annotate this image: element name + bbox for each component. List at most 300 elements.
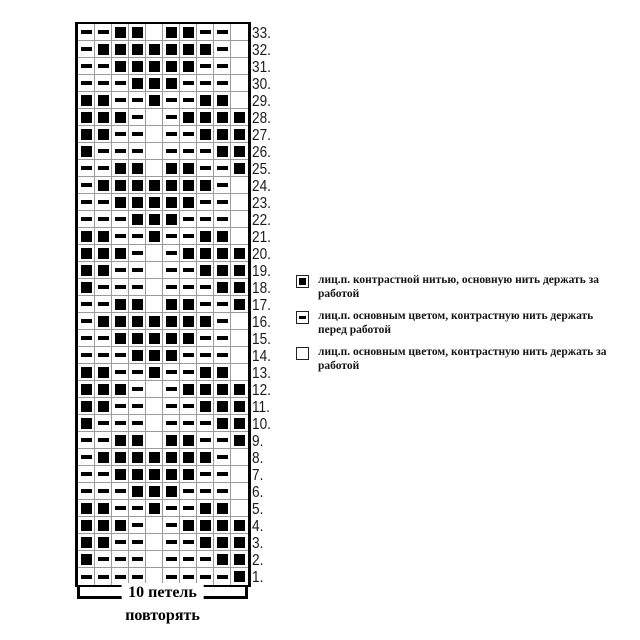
pattern-cell — [214, 262, 231, 279]
pattern-cell — [163, 75, 180, 92]
filled-square-symbol — [200, 401, 211, 412]
pattern-cell — [163, 381, 180, 398]
filled-square-symbol — [149, 231, 160, 242]
dash-symbol — [166, 98, 177, 102]
pattern-cell — [129, 466, 146, 483]
filled-square-symbol — [234, 248, 245, 259]
pattern-cell — [180, 483, 197, 500]
filled-square-symbol — [183, 452, 194, 463]
filled-square-symbol — [217, 401, 228, 412]
pattern-cell — [95, 381, 112, 398]
filled-square-symbol — [98, 316, 109, 327]
filled-square-symbol — [234, 537, 245, 548]
pattern-cell — [214, 143, 231, 160]
dash-symbol — [166, 557, 177, 561]
filled-square-symbol — [234, 401, 245, 412]
filled-square-symbol — [166, 486, 177, 497]
filled-square-symbol — [115, 61, 126, 72]
dash-symbol — [183, 234, 194, 238]
dash-symbol — [115, 149, 126, 153]
filled-square-symbol — [183, 197, 194, 208]
dash-symbol — [183, 149, 194, 153]
dash-symbol — [200, 64, 211, 68]
pattern-cell — [197, 500, 214, 517]
pattern-cell — [95, 364, 112, 381]
filled-square-symbol — [166, 469, 177, 480]
filled-square-symbol — [200, 367, 211, 378]
filled-square-symbol — [132, 214, 143, 225]
pattern-cell — [214, 432, 231, 449]
pattern-cell — [197, 381, 214, 398]
pattern-cell — [112, 347, 129, 364]
pattern-cell — [214, 517, 231, 534]
pattern-cell — [95, 262, 112, 279]
pattern-cell — [197, 126, 214, 143]
dash-symbol — [217, 183, 228, 187]
pattern-cell — [180, 126, 197, 143]
pattern-cell — [146, 228, 163, 245]
pattern-cell — [95, 24, 112, 41]
dash-symbol — [98, 575, 109, 579]
pattern-cell — [197, 347, 214, 364]
pattern-cell — [129, 347, 146, 364]
filled-square-symbol — [149, 95, 160, 106]
dash-symbol — [81, 200, 92, 204]
pattern-cell — [231, 262, 248, 279]
pattern-cell — [95, 126, 112, 143]
pattern-cell — [231, 92, 248, 109]
pattern-cell — [95, 398, 112, 415]
dash-symbol — [132, 540, 143, 544]
pattern-cell — [214, 483, 231, 500]
dash-symbol — [166, 523, 177, 527]
pattern-cell — [180, 245, 197, 262]
filled-square-symbol — [183, 333, 194, 344]
pattern-cell — [180, 313, 197, 330]
filled-square-symbol — [166, 61, 177, 72]
pattern-cell — [197, 534, 214, 551]
dash-symbol — [81, 217, 92, 221]
pattern-cell — [163, 143, 180, 160]
dash-icon — [296, 311, 309, 324]
pattern-cell — [112, 92, 129, 109]
pattern-cell — [112, 41, 129, 58]
pattern-cell — [112, 364, 129, 381]
pattern-cell — [95, 568, 112, 585]
pattern-cell — [163, 41, 180, 58]
pattern-cell — [180, 75, 197, 92]
pattern-cell — [180, 92, 197, 109]
pattern-cell — [78, 466, 95, 483]
filled-square-symbol — [98, 520, 109, 531]
pattern-cell — [95, 92, 112, 109]
pattern-cell — [112, 466, 129, 483]
pattern-cell — [231, 483, 248, 500]
pattern-cell — [163, 160, 180, 177]
pattern-cell — [112, 245, 129, 262]
dash-symbol — [217, 217, 228, 221]
filled-square-symbol — [132, 452, 143, 463]
pattern-cell — [95, 500, 112, 517]
pattern-cell — [146, 313, 163, 330]
filled-square-symbol — [166, 435, 177, 446]
filled-square-symbol — [115, 299, 126, 310]
filled-square-symbol — [81, 231, 92, 242]
filled-square-symbol — [234, 435, 245, 446]
pattern-cell — [197, 398, 214, 415]
dash-symbol — [200, 472, 211, 476]
filled-square-symbol — [81, 129, 92, 140]
dash-symbol — [98, 489, 109, 493]
dash-symbol — [200, 353, 211, 357]
pattern-cell — [180, 466, 197, 483]
row-number: 24. — [252, 178, 271, 195]
row-number: 9. — [252, 433, 264, 450]
dash-symbol — [115, 353, 126, 357]
pattern-cell — [231, 568, 248, 585]
filled-square-symbol — [217, 265, 228, 276]
pattern-cell — [146, 381, 163, 398]
dash-symbol — [98, 336, 109, 340]
dash-symbol — [115, 489, 126, 493]
dash-symbol — [81, 64, 92, 68]
pattern-cell — [214, 466, 231, 483]
dash-symbol — [200, 421, 211, 425]
filled-square-symbol — [166, 333, 177, 344]
filled-square-symbol — [183, 316, 194, 327]
dash-symbol — [183, 217, 194, 221]
pattern-cell — [180, 160, 197, 177]
dash-symbol — [98, 200, 109, 204]
filled-square-symbol — [115, 112, 126, 123]
filled-square-symbol — [149, 197, 160, 208]
filled-square-symbol — [149, 180, 160, 191]
pattern-cell — [129, 92, 146, 109]
dash-symbol — [115, 575, 126, 579]
pattern-cell — [214, 279, 231, 296]
filled-square-symbol — [183, 61, 194, 72]
row-number: 7. — [252, 467, 264, 484]
dash-symbol — [132, 387, 143, 391]
pattern-cell — [214, 75, 231, 92]
filled-square-symbol — [115, 163, 126, 174]
pattern-cell — [78, 483, 95, 500]
filled-square-symbol — [183, 520, 194, 531]
filled-square-symbol — [234, 418, 245, 429]
pattern-cell — [146, 24, 163, 41]
pattern-cell — [78, 500, 95, 517]
pattern-cell — [129, 313, 146, 330]
pattern-cell — [78, 177, 95, 194]
pattern-cell — [163, 92, 180, 109]
filled-square-symbol — [98, 231, 109, 242]
pattern-cell — [231, 449, 248, 466]
pattern-cell — [146, 245, 163, 262]
pattern-cell — [95, 551, 112, 568]
legend-item-text — [318, 346, 607, 373]
pattern-cell — [214, 415, 231, 432]
pattern-cell — [197, 211, 214, 228]
filled-square-symbol — [81, 146, 92, 157]
filled-square-symbol — [132, 180, 143, 191]
row-number: 11. — [252, 399, 270, 416]
row-number: 6. — [252, 484, 264, 501]
filled-square-symbol — [200, 95, 211, 106]
pattern-cell — [163, 347, 180, 364]
row-number: 13. — [252, 365, 271, 382]
pattern-cell — [214, 245, 231, 262]
pattern-cell — [146, 58, 163, 75]
filled-square-symbol — [166, 350, 177, 361]
pattern-cell — [214, 500, 231, 517]
dash-symbol — [132, 115, 143, 119]
pattern-cell — [180, 279, 197, 296]
filled-square-symbol — [132, 350, 143, 361]
pattern-cell — [197, 177, 214, 194]
pattern-cell — [146, 517, 163, 534]
filled-square-symbol — [132, 333, 143, 344]
row-number: 8. — [252, 450, 264, 467]
row-number: 28. — [252, 110, 271, 127]
pattern-cell — [112, 432, 129, 449]
dash-symbol — [81, 302, 92, 306]
pattern-cell — [180, 534, 197, 551]
row-number: 21. — [252, 229, 271, 246]
pattern-cell — [95, 160, 112, 177]
dash-symbol — [217, 47, 228, 51]
filled-square-symbol — [183, 112, 194, 123]
filled-square-symbol — [166, 299, 177, 310]
pattern-cell — [180, 381, 197, 398]
pattern-cell — [78, 296, 95, 313]
row-number: 25. — [252, 161, 271, 178]
pattern-cell — [214, 398, 231, 415]
filled-square-symbol — [166, 214, 177, 225]
filled-square-symbol — [81, 554, 92, 565]
filled-square-symbol — [149, 61, 160, 72]
filled-square-symbol — [115, 435, 126, 446]
dash-symbol — [217, 319, 228, 323]
filled-square-symbol — [115, 44, 126, 55]
pattern-cell — [78, 126, 95, 143]
legend-item-text — [318, 310, 593, 337]
dash-symbol — [166, 404, 177, 408]
filled-square-symbol — [149, 333, 160, 344]
filled-square-symbol — [166, 78, 177, 89]
legend-text-line: лиц.п. основным цветом, контрастную нить держать за — [318, 346, 607, 358]
filled-square-symbol — [183, 180, 194, 191]
pattern-cell — [231, 313, 248, 330]
dash-symbol — [217, 472, 228, 476]
filled-square-symbol — [81, 401, 92, 412]
filled-square-symbol — [200, 384, 211, 395]
pattern-cell — [129, 262, 146, 279]
dash-symbol — [200, 489, 211, 493]
pattern-cell — [78, 109, 95, 126]
pattern-cell — [146, 126, 163, 143]
filled-square-symbol — [234, 112, 245, 123]
pattern-cell — [112, 126, 129, 143]
pattern-cell — [146, 279, 163, 296]
dash-symbol — [166, 268, 177, 272]
dash-symbol — [81, 319, 92, 323]
filled-square-symbol — [98, 384, 109, 395]
dash-symbol — [98, 285, 109, 289]
pattern-cell — [163, 296, 180, 313]
pattern-cell — [197, 296, 214, 313]
dash-symbol — [132, 98, 143, 102]
filled-square-symbol — [166, 27, 177, 38]
pattern-cell — [78, 449, 95, 466]
pattern-cell — [78, 279, 95, 296]
pattern-cell — [146, 160, 163, 177]
row-number: 19. — [252, 263, 271, 280]
filled-square-symbol — [183, 27, 194, 38]
pattern-cell — [129, 126, 146, 143]
dash-symbol — [183, 489, 194, 493]
legend-text-line: работой — [318, 359, 360, 372]
filled-square-symbol — [200, 231, 211, 242]
dash-symbol — [166, 234, 177, 238]
filled-square-symbol — [217, 384, 228, 395]
pattern-cell — [146, 347, 163, 364]
pattern-cell — [231, 517, 248, 534]
dash-symbol — [98, 438, 109, 442]
repeat-bracket — [77, 585, 248, 599]
filled-square-symbol — [234, 146, 245, 157]
dash-symbol — [217, 353, 228, 357]
filled-square-symbol — [81, 537, 92, 548]
pattern-cell — [78, 211, 95, 228]
pattern-cell — [78, 432, 95, 449]
dash-symbol — [132, 149, 143, 153]
pattern-cell — [129, 534, 146, 551]
pattern-cell — [180, 228, 197, 245]
dash-symbol — [183, 98, 194, 102]
pattern-cell — [146, 92, 163, 109]
pattern-cell — [197, 109, 214, 126]
pattern-cell — [78, 24, 95, 41]
pattern-cell — [180, 194, 197, 211]
pattern-cell — [95, 330, 112, 347]
pattern-cell — [231, 398, 248, 415]
pattern-cell — [163, 551, 180, 568]
pattern-cell — [180, 364, 197, 381]
dash-symbol — [132, 506, 143, 510]
pattern-cell — [95, 415, 112, 432]
filled-square-symbol — [200, 316, 211, 327]
filled-square-symbol — [234, 265, 245, 276]
dash-symbol — [132, 523, 143, 527]
filled-square-symbol — [115, 27, 126, 38]
pattern-cell — [146, 432, 163, 449]
pattern-cell — [231, 228, 248, 245]
dash-glyph — [299, 316, 306, 319]
filled-square-symbol — [132, 163, 143, 174]
pattern-cell — [197, 41, 214, 58]
row-number: 32. — [252, 42, 271, 59]
dash-symbol — [200, 166, 211, 170]
pattern-cell — [112, 534, 129, 551]
pattern-cell — [146, 296, 163, 313]
filled-square-symbol — [183, 435, 194, 446]
filled-square-symbol — [200, 129, 211, 140]
pattern-cell — [146, 364, 163, 381]
pattern-cell — [231, 279, 248, 296]
pattern-cell — [214, 313, 231, 330]
dash-symbol — [200, 217, 211, 221]
dash-symbol — [200, 575, 211, 579]
filled-square-symbol — [217, 231, 228, 242]
dash-symbol — [183, 540, 194, 544]
pattern-cell — [95, 58, 112, 75]
filled-square-symbol — [149, 367, 160, 378]
pattern-cell — [95, 296, 112, 313]
dash-symbol — [132, 132, 143, 136]
dash-symbol — [183, 81, 194, 85]
pattern-cell — [95, 483, 112, 500]
dash-symbol — [98, 472, 109, 476]
pattern-cell — [129, 228, 146, 245]
filled-square-symbol — [166, 180, 177, 191]
pattern-cell — [146, 415, 163, 432]
pattern-cell — [78, 347, 95, 364]
pattern-cell — [112, 75, 129, 92]
pattern-cell — [112, 228, 129, 245]
filled-square-symbol — [98, 537, 109, 548]
filled-square-symbol — [234, 571, 245, 582]
pattern-cell — [163, 449, 180, 466]
dash-symbol — [81, 489, 92, 493]
pattern-cell — [163, 228, 180, 245]
pattern-cell — [129, 177, 146, 194]
pattern-cell — [163, 126, 180, 143]
pattern-cell — [197, 364, 214, 381]
pattern-cell — [180, 500, 197, 517]
dash-symbol — [98, 64, 109, 68]
dash-symbol — [98, 81, 109, 85]
pattern-cell — [129, 41, 146, 58]
dash-symbol — [81, 438, 92, 442]
empty-square-icon — [296, 347, 309, 360]
row-numbers — [252, 25, 271, 586]
dash-symbol — [200, 557, 211, 561]
dash-symbol — [98, 30, 109, 34]
pattern-cell — [163, 364, 180, 381]
pattern-cell — [180, 330, 197, 347]
legend — [296, 274, 614, 382]
dash-symbol — [200, 30, 211, 34]
filled-square-symbol — [115, 316, 126, 327]
pattern-cell — [129, 517, 146, 534]
filled-square-symbol — [217, 129, 228, 140]
dash-symbol — [217, 81, 228, 85]
filled-square-symbol — [200, 520, 211, 531]
pattern-cell — [112, 58, 129, 75]
filled-square-symbol — [183, 299, 194, 310]
filled-square-symbol — [98, 452, 109, 463]
pattern-cell — [95, 466, 112, 483]
pattern-cell — [214, 194, 231, 211]
pattern-cell — [163, 466, 180, 483]
pattern-cell — [146, 75, 163, 92]
dash-symbol — [183, 285, 194, 289]
pattern-cell — [231, 432, 248, 449]
filled-square-symbol — [234, 520, 245, 531]
pattern-cell — [163, 500, 180, 517]
pattern-cell — [146, 262, 163, 279]
filled-square-symbol — [200, 112, 211, 123]
